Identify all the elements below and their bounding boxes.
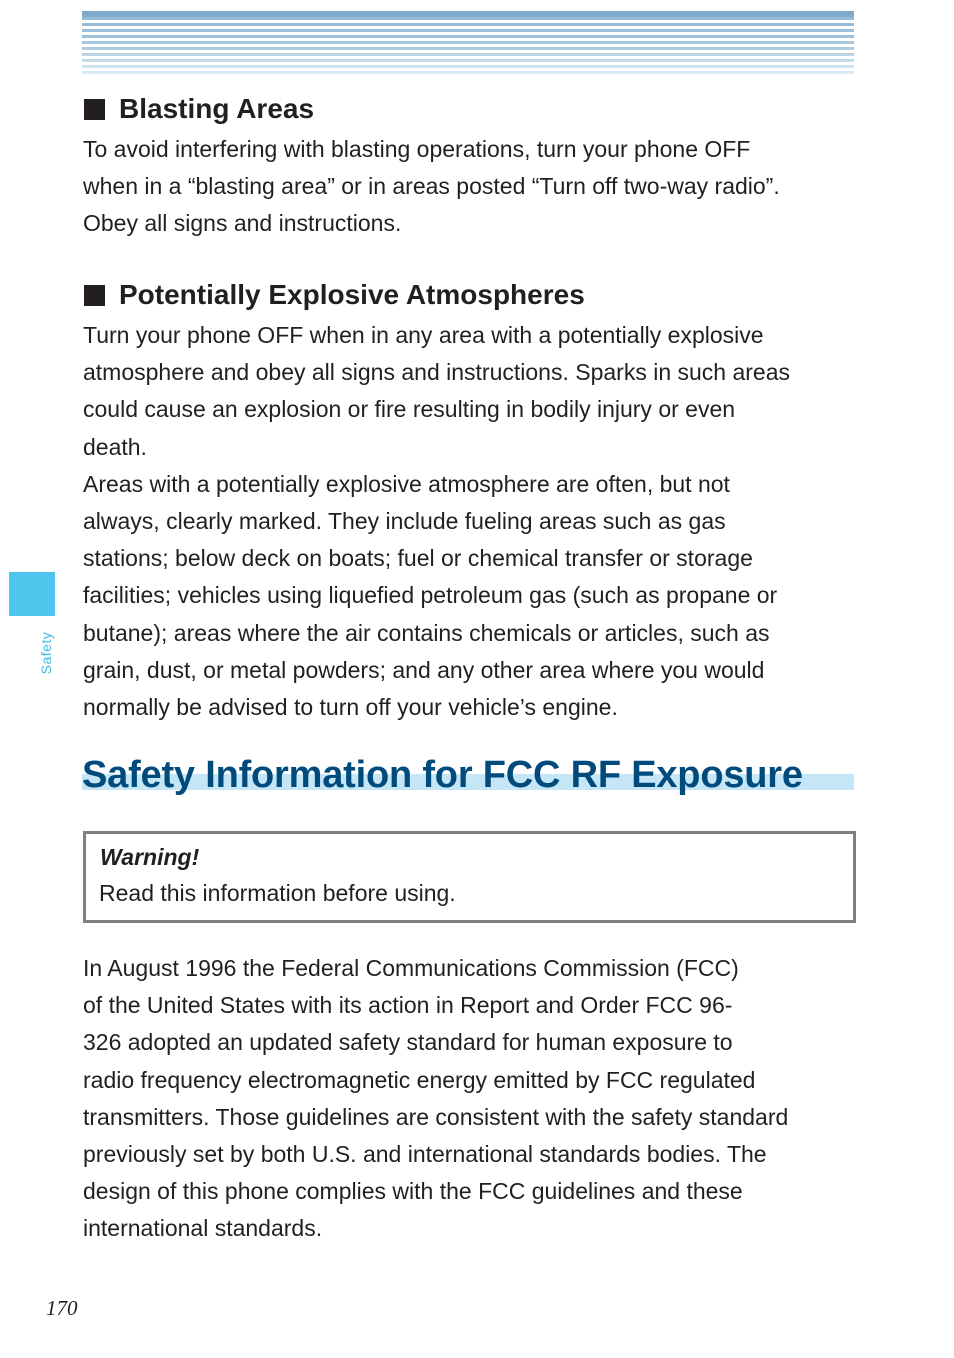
warning-title: Warning! bbox=[100, 844, 200, 870]
fcc-body bbox=[83, 950, 863, 1248]
section-heading-blasting-areas bbox=[84, 93, 314, 125]
section-heading-text: Blasting Areas bbox=[119, 93, 315, 124]
warning-text: Read this information before using. bbox=[99, 880, 456, 906]
paragraph: In August 1996 the Federal Communications Commission (FCC) of the United States with its action in Report and Order FCC 96- 326 adopted an updated safety standard for human exposure to radio frequency electromagnetic energy emitted by FCC regulated transmitters. Those guidelines are consistent with the safety standard previously set by both U.S. and international standards bodies. The design of this phone complies with the FCC guidelines and these international standards. bbox=[83, 955, 789, 1242]
header-stripe-banner bbox=[82, 11, 854, 77]
side-section-label: Safety bbox=[38, 631, 54, 675]
section-heading-explosive-atmospheres bbox=[84, 279, 585, 311]
warning-box bbox=[83, 831, 856, 923]
heading-bullet-square-icon bbox=[84, 99, 105, 120]
main-title-block bbox=[82, 754, 854, 804]
section-body-blasting-areas bbox=[83, 131, 863, 243]
section-body-explosive-atmospheres bbox=[83, 317, 863, 726]
paragraph: Areas with a potentially explosive atmosphere are often, but not always, clearly marked. They include fueling areas such as gas stations; below deck on boats; fuel or chemical transfer or storage facilities; vehicles using liquefied petroleum gas (such as propane or butane); areas where the air contains chemicals or articles, such as grain, dust, or metal powders; and any other area where you would normally be advised to turn off your vehicle’s engine. bbox=[83, 470, 778, 721]
heading-bullet-square-icon bbox=[84, 285, 105, 306]
paragraph: Turn your phone OFF when in any area with a potentially explosive atmosphere and obey all signs and instructions. Sparks in such areas could cause an explosion or fire resulting in bodily injury or even death. bbox=[83, 322, 791, 460]
paragraph: To avoid interfering with blasting operations, turn your phone OFF when in a “blasting area” or in areas posted “Turn off two-way radio”. Obey all signs and instructions. bbox=[83, 136, 780, 237]
page-number: 170 bbox=[46, 1296, 78, 1320]
section-heading-text: Potentially Explosive Atmospheres bbox=[119, 279, 585, 310]
side-section-tab bbox=[9, 572, 55, 616]
page-title: Safety Information for FCC RF Exposure bbox=[82, 754, 803, 796]
header-fade bbox=[82, 11, 854, 77]
